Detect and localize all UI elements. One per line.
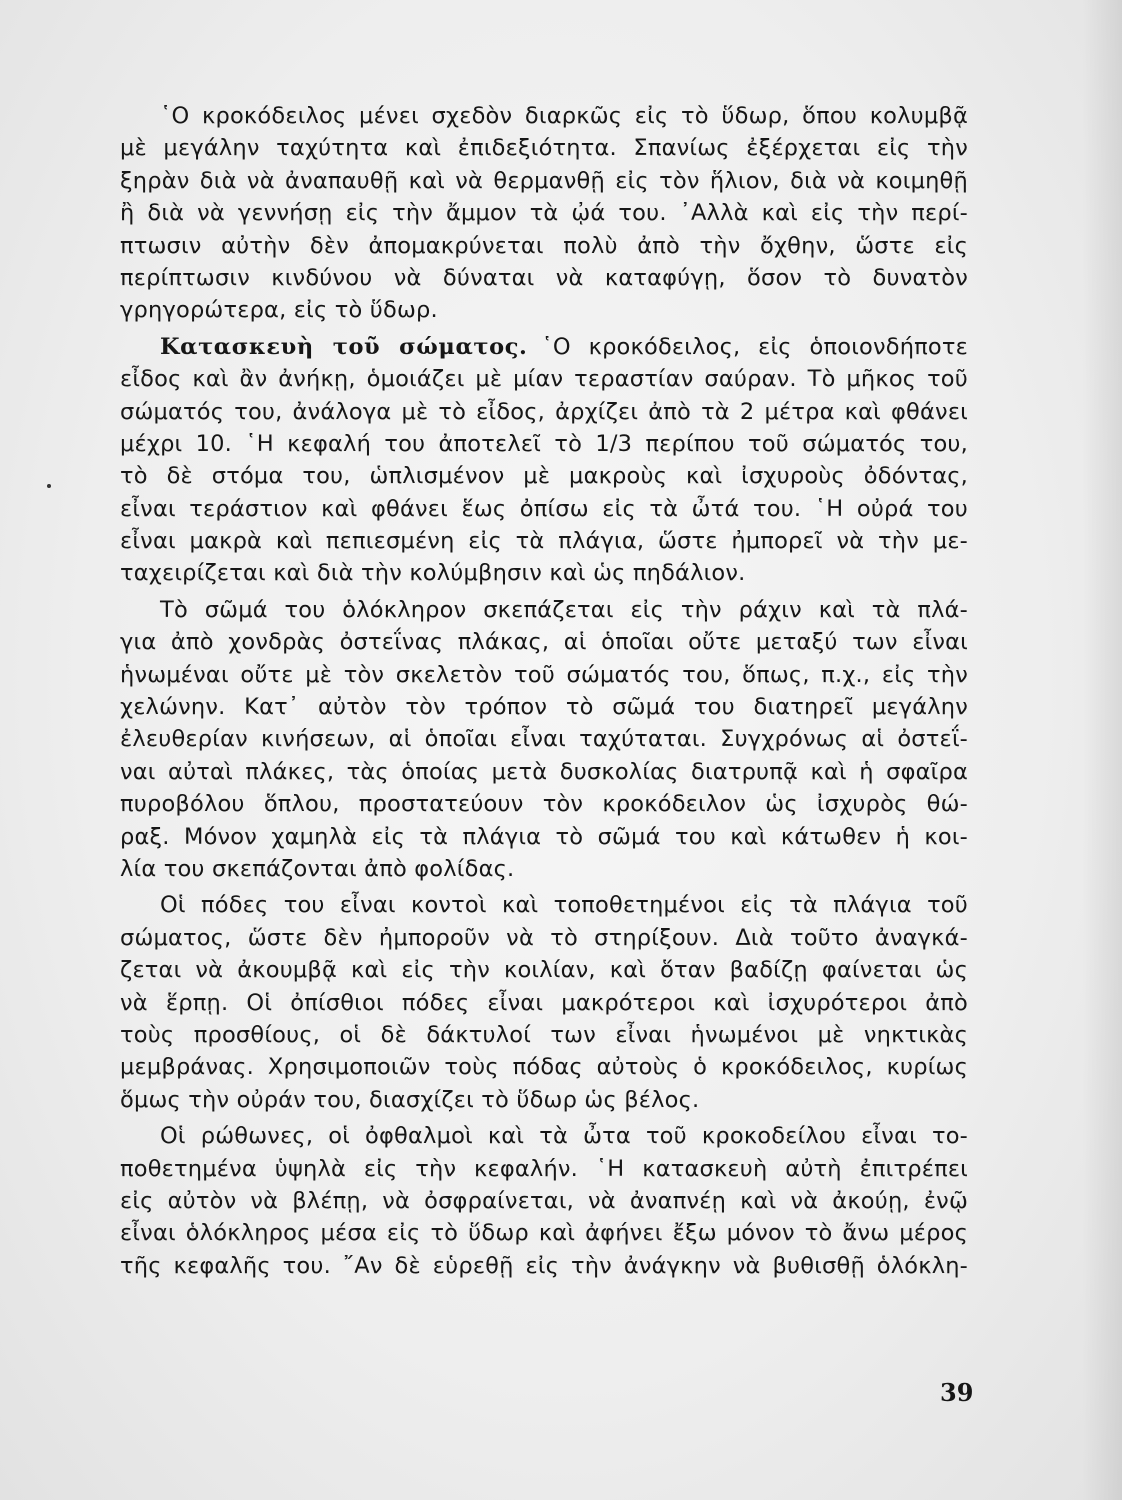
text-line: εἶναι τεράστιον καὶ φθάνει ἕως ὀπίσω εἰς τὰ ὦτά του. ῾Η οὐρά του (120, 495, 968, 522)
text-line: περίπτωσιν κινδύνου νὰ δύναται νὰ καταφύγῃ, ὅσον τὸ δυνατὸν (120, 264, 968, 291)
text-line: Τὸ σῶμά του ὁλόκληρον σκεπάζεται εἰς τὴν ράχιν καὶ τὰ πλά- (160, 596, 968, 623)
text-line: χελώνην. Κατ᾿ αὐτὸν τὸν τρόπον τὸ σῶμά του διατηρεῖ μεγάλην (120, 694, 968, 721)
text-line: πτωσιν αὐτὴν δὲν ἀπομακρύνεται πολὺ ἀπὸ τὴν ὄχθην, ὥστε εἰς (120, 232, 968, 259)
text-line: ζεται νὰ ἀκουμβᾷ καὶ εἰς τὴν κοιλίαν, καὶ ὅταν βαδίζῃ φαίνεται ὡς (120, 957, 968, 984)
text-line: Οἱ πόδες του εἶναι κοντοὶ καὶ τοποθετημένοι εἰς τὰ πλάγια τοῦ (160, 892, 968, 919)
text-line: ποθετημένα ὑψηλὰ εἰς τὴν κεφαλήν. ῾Η κατασκευὴ αὐτὴ ἐπιτρέπει (120, 1155, 968, 1182)
text-line: ῾Ο κροκόδειλος μένει σχεδὸν διαρκῶς εἰς τὸ ὕδωρ, ὅπου κολυμβᾷ (160, 103, 968, 129)
page-number: 39 (940, 1378, 974, 1407)
text-line: ἐλευθερίαν κινήσεων, αἱ ὁποῖαι εἶναι ταχύταται. Συγχρόνως αἱ ὀστεΐ- (120, 726, 968, 753)
text-line: ὅμως τὴν οὐράν του, διασχίζει τὸ ὕδωρ ὡς βέλος. (120, 1086, 700, 1113)
text-line: ἡνωμέναι οὔτε μὲ τὸν σκελετὸν τοῦ σώματός του, ὅπως, π.χ., εἰς τὴν (120, 661, 968, 688)
text-line: πυροβόλου ὅπλου, προστατεύουν τὸν κροκόδειλον ὡς ἰσχυρὸς θώ- (120, 791, 968, 818)
text-line: σώματός του, ἀνάλογα μὲ τὸ εἶδος, ἀρχίζει ἀπὸ τὰ 2 μέτρα καὶ φθάνει (120, 398, 968, 425)
text-line: τοὺς προσθίους, οἱ δὲ δάκτυλοί των εἶναι ἡνωμένοι μὲ νηκτικὰς (120, 1021, 968, 1048)
text-line: ραξ. Μόνον χαμηλὰ εἰς τὰ πλάγια τὸ σῶμά του καὶ κάτωθεν ἡ κοι- (120, 823, 968, 850)
text-line: ἢ διὰ νὰ γεννήσῃ εἰς τὴν ἄμμον τὰ ᾠά του. ᾿Αλλὰ καὶ εἰς τὴν περί- (120, 200, 968, 227)
body-text (120, 100, 968, 1282)
text-line: Οἱ ρώθωνες, οἱ ὀφθαλμοὶ καὶ τὰ ὦτα τοῦ κροκοδείλου εἶναι το- (160, 1123, 968, 1150)
text-line: λία του σκεπάζονται ἀπὸ φολίδας. (120, 855, 515, 882)
print-speck (47, 484, 51, 488)
text-line: ταχειρίζεται καὶ διὰ τὴν κολύμβησιν καὶ ὡς πηδάλιον. (120, 560, 746, 587)
text-line: μέχρι 10. ῾Η κεφαλή του ἀποτελεῖ τὸ 1/3 περίπου τοῦ σώματός του, (120, 430, 968, 457)
text-line: εἰς αὐτὸν νὰ βλέπῃ, νὰ ὀσφραίνεται, νὰ ἀναπνέῃ καὶ νὰ ἀκούῃ, ἐνῷ (120, 1187, 968, 1214)
text-line: τῆς κεφαλῆς του. ῎Αν δὲ εὑρεθῇ εἰς τὴν ἀνάγκην νὰ βυθισθῇ ὁλόκλη- (120, 1252, 968, 1279)
text-line: μὲ μεγάλην ταχύτητα καὶ ἐπιδεξιότητα. Σπανίως ἐξέρχεται εἰς τὴν (120, 135, 968, 162)
page-edge-shadow (1082, 0, 1122, 1500)
text-line: εἶναι ὁλόκληρος μέσα εἰς τὸ ὕδωρ καὶ ἀφήνει ἔξω μόνον τὸ ἄνω μέρος (120, 1220, 968, 1247)
text-line: ξηρὰν διὰ νὰ ἀναπαυθῇ καὶ νὰ θερμανθῇ εἰς τὸν ἥλιον, διὰ νὰ κοιμηθῇ (120, 167, 968, 194)
text-line: μεμβράνας. Χρησιμοποιῶν τοὺς πόδας αὐτοὺς ὁ κροκόδειλος, κυρίως (120, 1054, 968, 1081)
text-line (120, 331, 968, 363)
text-line: τὸ δὲ στόμα του, ὡπλισμένον μὲ μακροὺς καὶ ἰσχυροὺς ὀδόντας, (120, 463, 968, 490)
section-heading: Κατασκευὴ τοῦ σώματος. (160, 333, 528, 360)
text-line: σώματος, ὥστε δὲν ἠμποροῦν νὰ τὸ στηρίξουν. Διὰ τοῦτο ἀναγκά- (120, 924, 968, 951)
text-line: ναι αὐταὶ πλάκες, τὰς ὁποίας μετὰ δυσκολίας διατρυπᾷ καὶ ἡ σφαῖρα (120, 758, 968, 785)
text-line: νὰ ἕρπῃ. Οἱ ὀπίσθιοι πόδες εἶναι μακρότεροι καὶ ἰσχυρότεροι ἀπὸ (120, 989, 968, 1016)
text-line: εἶδος καὶ ἂν ἀνήκῃ, ὁμοιάζει μὲ μίαν τεραστίαν σαύραν. Τὸ μῆκος τοῦ (120, 366, 968, 393)
text-line: εἶναι μακρὰ καὶ πεπιεσμένη εἰς τὰ πλάγια, ὥστε ἠμπορεῖ νὰ τὴν με- (120, 528, 968, 555)
text-line-rest: ῾Ο κροκόδειλος, εἰς ὁποιονδήποτε (541, 333, 968, 360)
text-line: γρηγορώτερα, εἰς τὸ ὕδωρ. (120, 297, 438, 324)
text-line: για ἀπὸ χονδρὰς ὀστεΐνας πλάκας, αἱ ὁποῖαι οὔτε μεταξύ των εἶναι (120, 629, 968, 656)
